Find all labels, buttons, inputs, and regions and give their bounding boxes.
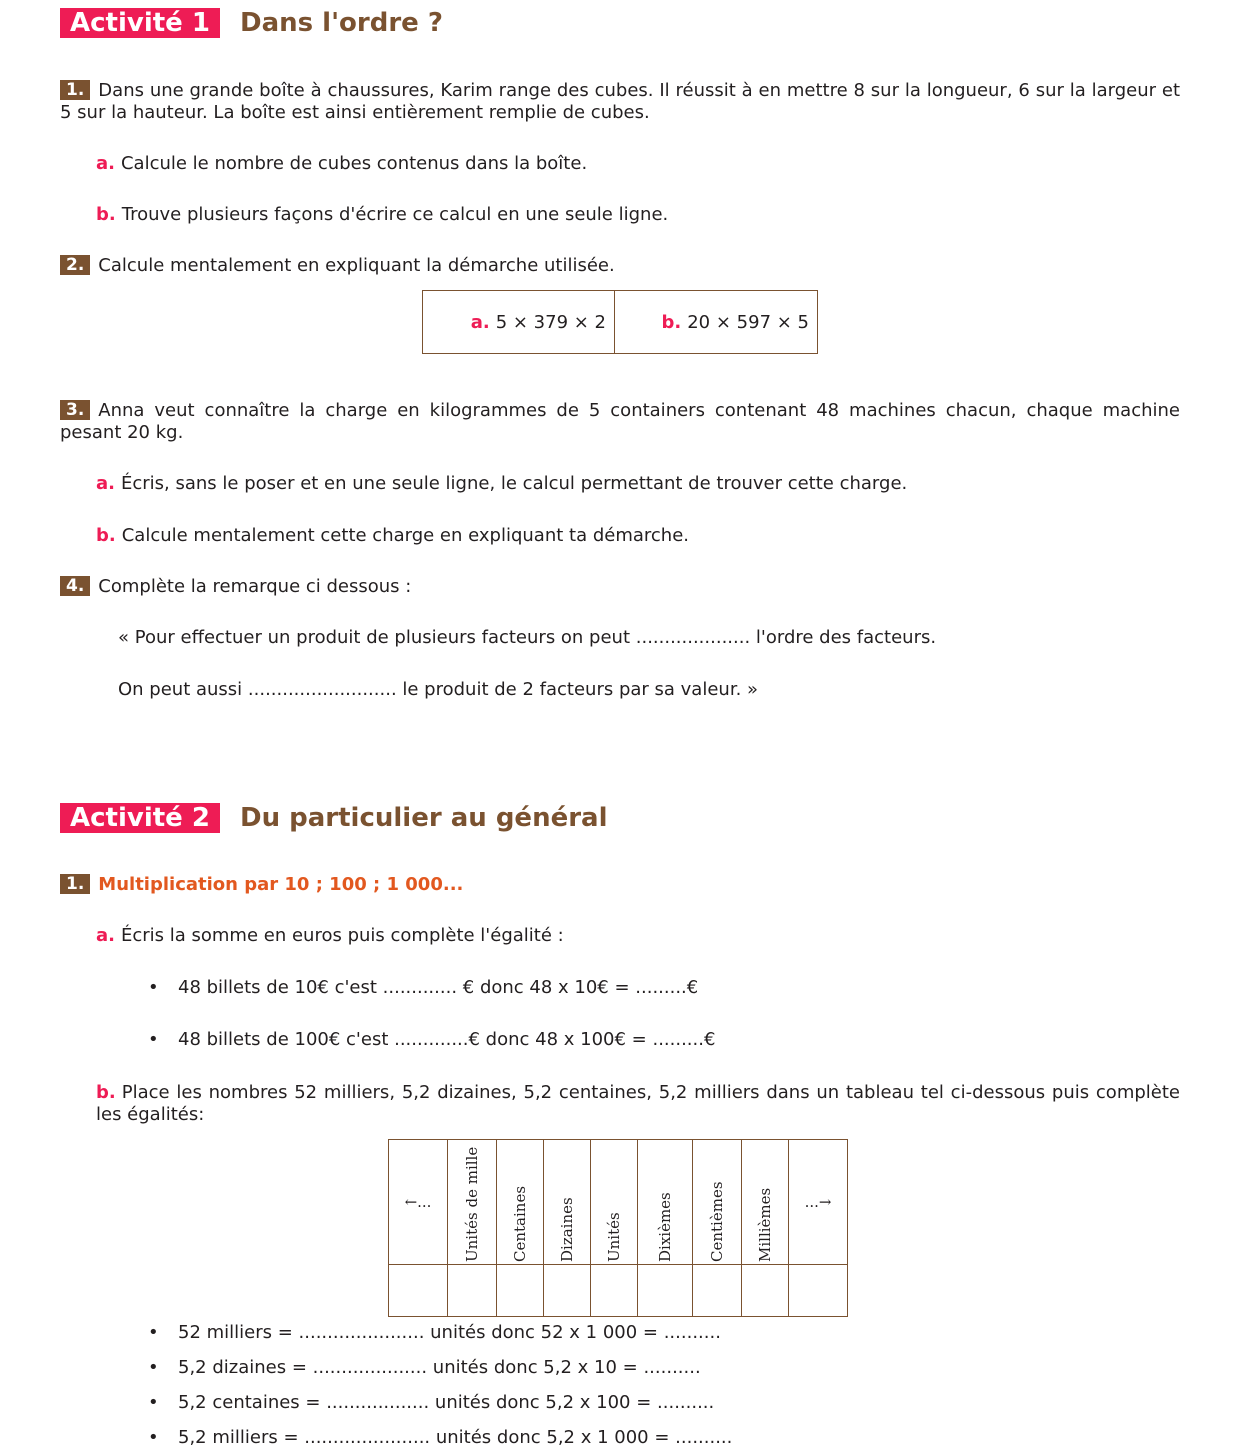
- activity-2-question-1a: [96, 925, 564, 947]
- column-label: Unités: [605, 1212, 623, 1262]
- activity-2-question-1b: [96, 1082, 1180, 1126]
- question-number: 1.: [60, 80, 90, 100]
- question-3a: [96, 473, 907, 495]
- table-cell: [693, 1265, 742, 1317]
- table-header-cell: [789, 1140, 848, 1265]
- table-header-row: [389, 1140, 848, 1265]
- bullet-icon: •: [148, 977, 159, 998]
- bullet-item: [148, 977, 698, 999]
- activity-2-question-1: [60, 874, 1180, 896]
- item-letter: b.: [96, 204, 116, 225]
- bullet-item: [148, 1392, 714, 1414]
- item-letter: a.: [96, 925, 115, 946]
- question-number: 4.: [60, 576, 90, 596]
- table-header-cell: [591, 1140, 638, 1265]
- calc-expression: 5 × 379 × 2: [495, 311, 606, 333]
- bullet-icon: •: [148, 1427, 159, 1448]
- table-header-cell: [693, 1140, 742, 1265]
- table-header-cell: [638, 1140, 693, 1265]
- left-arrow-icon: ←...: [404, 1193, 432, 1211]
- bullet-text: 48 billets de 10€ c'est ............. € donc 48 x 10€ = .........€: [178, 977, 699, 998]
- table-header-cell: [389, 1140, 448, 1265]
- place-value-table: [388, 1139, 848, 1317]
- bullet-item: [148, 1427, 732, 1449]
- question-text: Anna veut connaître la charge en kilogrammes de 5 containers contenant 48 machines chacun, chaque machine pesant 20 kg.: [60, 400, 1180, 443]
- column-label: Centièmes: [708, 1181, 726, 1262]
- table-row: [389, 1265, 848, 1317]
- question-2: [60, 255, 1180, 277]
- table-cell: [544, 1265, 591, 1317]
- item-letter: a.: [96, 473, 115, 494]
- table-cell: [742, 1265, 789, 1317]
- question-4: [60, 576, 1180, 598]
- question-text: Complète la remarque ci dessous :: [98, 576, 412, 597]
- calc-cell-b: [615, 291, 817, 353]
- item-text: Écris la somme en euros puis complète l'égalité :: [120, 925, 564, 946]
- table-cell: [448, 1265, 497, 1317]
- table-cell: [389, 1265, 448, 1317]
- remark-line-2: On peut aussi .......................... le produit de 2 facteurs par sa valeur. »: [118, 679, 759, 700]
- bullet-text: 5,2 milliers = ...................... unités donc 5,2 x 1 000 = ..........: [178, 1427, 733, 1448]
- right-arrow-icon: ...→: [804, 1193, 832, 1211]
- table-header-cell: [448, 1140, 497, 1265]
- bullet-text: 5,2 centaines = .................. unités donc 5,2 x 100 = ..........: [178, 1392, 715, 1413]
- question-number: 3.: [60, 400, 90, 420]
- question-3: [60, 400, 1180, 444]
- item-letter: b.: [96, 1082, 116, 1103]
- activity-1-tag: Activité 1: [60, 8, 220, 38]
- question-1a: [96, 153, 587, 175]
- bullet-text: 52 milliers = ...................... unités donc 52 x 1 000 = ..........: [178, 1322, 721, 1343]
- item-text: Trouve plusieurs façons d'écrire ce calcul en une seule ligne.: [121, 204, 669, 225]
- column-label: Centaines: [511, 1185, 529, 1262]
- item-text: Calcule le nombre de cubes contenus dans la boîte.: [120, 153, 588, 174]
- question-text: Dans une grande boîte à chaussures, Karim range des cubes. Il réussit à en mettre 8 sur la longueur, 6 sur la largeur et 5 sur la hauteur. La boîte est ainsi entièrement remplie de cubes.: [60, 80, 1180, 123]
- item-text: Place les nombres 52 milliers, 5,2 dizaines, 5,2 centaines, 5,2 milliers dans un tableau tel ci-dessous puis complète les égalités:: [96, 1082, 1180, 1125]
- table-header-cell: [742, 1140, 789, 1265]
- bullet-icon: •: [148, 1357, 159, 1378]
- column-label: Unités de mille: [463, 1146, 481, 1262]
- bullet-text: 5,2 dizaines = .................... unités donc 5,2 x 10 = ..........: [178, 1357, 701, 1378]
- item-letter: b.: [661, 311, 682, 333]
- item-text: Écris, sans le poser et en une seule ligne, le calcul permettant de trouver cette charge.: [120, 473, 908, 494]
- table-cell: [638, 1265, 693, 1317]
- question-title: Multiplication par 10 ; 100 ; 1 000...: [98, 874, 464, 895]
- question-text: Calcule mentalement en expliquant la démarche utilisée.: [98, 255, 615, 276]
- table-cell: [789, 1265, 848, 1317]
- bullet-icon: •: [148, 1322, 159, 1343]
- question-3b: [96, 525, 689, 547]
- activity-2-title: Du particulier au général: [240, 803, 608, 833]
- activity-2-tag: Activité 2: [60, 803, 220, 833]
- calc-cell-a: [423, 291, 615, 353]
- question-1b: [96, 204, 668, 226]
- bullet-item: [148, 1322, 721, 1344]
- question-1: [60, 80, 1180, 124]
- item-text: Calcule mentalement cette charge en expliquant ta démarche.: [121, 525, 690, 546]
- bullet-icon: •: [148, 1392, 159, 1413]
- question-number: 2.: [60, 255, 90, 275]
- column-label: Dixièmes: [656, 1192, 674, 1262]
- item-letter: b.: [96, 525, 116, 546]
- column-label: Dizaines: [558, 1197, 576, 1262]
- activity-1-title: Dans l'ordre ?: [240, 8, 443, 38]
- bullet-text: 48 billets de 100€ c'est .............€ donc 48 x 100€ = .........€: [178, 1029, 716, 1050]
- question-number: 1.: [60, 874, 90, 894]
- bullet-item: [148, 1029, 715, 1051]
- bullet-icon: •: [148, 1029, 159, 1050]
- remark-line-1: « Pour effectuer un produit de plusieurs facteurs on peut .................... l'ordre des facteurs.: [118, 627, 937, 648]
- calculation-box: [422, 290, 818, 354]
- table-cell: [591, 1265, 638, 1317]
- table-cell: [497, 1265, 544, 1317]
- calc-expression: 20 × 597 × 5: [687, 311, 809, 333]
- column-label: Millièmes: [756, 1187, 774, 1262]
- bullet-item: [148, 1357, 701, 1379]
- item-letter: a.: [96, 153, 115, 174]
- item-letter: a.: [470, 311, 490, 333]
- table-header-cell: [544, 1140, 591, 1265]
- table-header-cell: [497, 1140, 544, 1265]
